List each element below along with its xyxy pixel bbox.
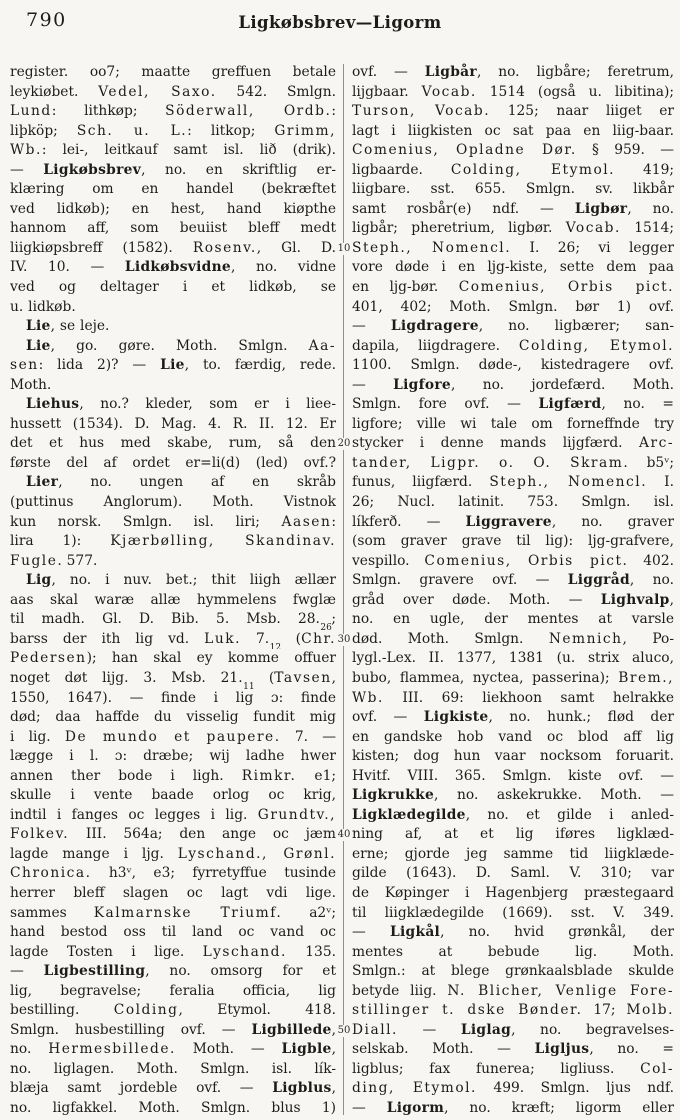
text-line: aas skal waræ allæ hymmelens fwglæ: [10, 591, 336, 608]
text-line: Hvitf. VIII. 365. Smlgn. kiste ovf. —: [352, 767, 674, 784]
text-line: de Køpinger i Hagenbjerg præstegaard: [352, 884, 674, 901]
text-line: Pedersen); han skal ey komme offuer: [10, 650, 336, 667]
text-line: — Ligkøbsbrev, no. en skriftlig er-: [10, 161, 336, 178]
text-line: til liigklædegilde (1669). sst. V. 349.: [352, 904, 674, 921]
text-line: 401, 402; Moth. Smlgn. bør 1) ovf.: [352, 298, 674, 315]
text-line: liigbare. sst. 655. Smlgn. sv. likbår: [352, 181, 674, 198]
text-line: register. oo7; maatte greffuen betale: [10, 64, 336, 80]
text-line: Diall. — Liglag, no. begravelses-: [352, 1021, 674, 1038]
text-line: første del af ordet er=li(d) (led) ovf.?: [10, 454, 336, 471]
text-line: lægge i l. ɔ: dræbe; wij ladhe hwer: [10, 748, 336, 765]
text-line: no. liglagen. Moth. Smlgn. isl. lík-: [10, 1060, 336, 1077]
text-line: funus, liigfærd. Steph., Nomencl. I.: [352, 474, 674, 491]
text-line: ved lidkøb); en hest, hand kiøpthe: [10, 200, 336, 217]
text-line: lagde mange i ljg. Lyschand., Grønl.: [10, 845, 336, 862]
text-line: stycker i denne mands lijgfærd. Arc-: [352, 435, 674, 452]
text-line: Smlgn.: at blege grønkaalsblade skulde: [352, 963, 674, 980]
text-line: ding, Etymol. 499. Smlgn. ljus ndf.: [352, 1080, 674, 1097]
text-line: i lig. De mundo et paupere. 7. —: [10, 728, 336, 745]
text-line: død; daa haffde du visselig fundit mig: [10, 709, 336, 726]
text-line: hand bestod oss til land oc vand oc: [10, 924, 336, 941]
text-line: ligblus; fax funerea; ligliuss. Col-: [352, 1060, 674, 1077]
text-line: Folkev. III. 564a; den ange oc jæm: [10, 826, 336, 843]
text-line: Ligklædegilde, no. et gilde i anled-: [352, 806, 674, 823]
text-line: — Ligbestilling, no. omsorg for et: [10, 963, 336, 980]
text-line: Smlgn. fore ovf. — Ligfærd, no. =: [352, 396, 674, 413]
text-line: Wb.: lei-, leitkauf samt isl. lið (drik).: [10, 142, 336, 159]
text-line: IV. 10. — Lidkøbsvidne, no. vidne: [10, 259, 336, 276]
text-line: noget døt lijg. 3. Msb. $21._{11}$ (Tavsen,: [10, 669, 336, 689]
text-line: ved og deltager i et lidkøb, se: [10, 279, 336, 296]
right-column: [352, 63, 674, 1119]
line-number: 40: [337, 829, 351, 841]
text-line: ligbaarde. Colding, Etymol. 419;: [352, 161, 674, 178]
line-number: 50: [337, 1024, 351, 1036]
text-line: Ligkrukke, no. askekrukke. Moth. —: [352, 787, 674, 804]
page-number: 790: [26, 9, 67, 31]
text-line: liigkiøpsbreff (1582). Rosenv., Gl. D.: [10, 239, 336, 256]
text-line: blæja samt jordeble ovf. — Ligblus,: [10, 1080, 336, 1097]
text-line: — Ligorm, no. kræft; ligorm eller: [352, 1099, 674, 1116]
left-column: [10, 63, 336, 1119]
text-line: no. en ugle, der mentes at varsle: [352, 611, 674, 628]
text-line: sen: lida 2)? — Lie, to. færdig, rede.: [10, 357, 336, 374]
text-line: lig, begravelse; feralia officia, lig: [10, 982, 336, 999]
text-line: kisten; dog hun vaar nocksom foruarit.: [352, 748, 674, 765]
text-line: ning af, at et lig iføres ligklæd-: [352, 826, 674, 843]
text-line: lijgbaar. Vocab. 1514 (også u. libitina);: [352, 83, 674, 100]
text-line: (som graver grave til lig): ljg-grafvere,: [352, 533, 674, 550]
text-line: Lie, go. gøre. Moth. Smlgn. Aa-: [26, 337, 336, 354]
text-line: herrer bleff slagen oc lagt vdi lige.: [10, 884, 336, 901]
text-line: lagde Tosten i lige. Lyschand. 135.: [10, 943, 336, 960]
text-line: hussett (1534). D. Mag. 4. R. II. 12. Er: [10, 415, 336, 432]
text-line: død. Moth. Smlgn. Nemnich, Po-: [352, 630, 674, 647]
text-line: ligbår; pheretrium, ligbør. Vocab. 1514;: [352, 220, 674, 237]
text-line: bubo, flammea, nyctea, passerina); Brem.,: [352, 669, 674, 686]
text-line: líkferð. — Liggravere, no. graver: [352, 513, 674, 530]
text-line: Lie, se leje.: [26, 318, 110, 335]
text-line: Turson, Vocab. 125; naar liiget er: [352, 103, 674, 120]
text-line: — Ligdragere, no. ligbærer; san-: [352, 318, 674, 335]
text-line: 1100. Smlgn. døde-, kistedragere ovf.: [352, 357, 674, 374]
line-number: 10: [337, 242, 351, 254]
text-line: Comenius, Opladne Dør. § 959. —: [352, 142, 674, 159]
text-line: mentes at bebude lig. Moth.: [352, 943, 674, 960]
column-divider-rule: [343, 64, 344, 1115]
text-line: Wb. III. 69: liekhoon samt helrakke: [352, 689, 674, 706]
text-line: samt rosbår(e) ndf. — Ligbør, no.: [352, 200, 674, 217]
text-line: stillinger t. dske Bønder. 17; Molb.: [352, 1002, 674, 1019]
text-line: Steph., Nomencl. I. 26; vi legger: [352, 239, 674, 256]
text-line: bestilling. Colding, Etymol. 418.: [10, 1002, 336, 1019]
text-line: 1550, 1647). — finde i lig ɔ: finde: [10, 689, 336, 706]
text-line: Smlgn. husbestilling ovf. — Ligbillede,: [10, 1021, 336, 1038]
text-line: vespillo. Comenius, Orbis pict. 402.: [352, 552, 674, 569]
text-line: ligfore; ville wi tale om forneffnde try: [352, 415, 674, 432]
text-line: gilde (1643). D. Saml. V. 310; var: [352, 865, 674, 882]
text-line: lira 1): Kjærbølling, Skandinav.: [10, 533, 336, 550]
text-line: dapila, liigdragere. Colding, Etymol.: [352, 337, 674, 354]
text-line: indtil i fanges oc legges i lig. Grundtv.,: [10, 806, 336, 823]
text-line: — Ligfore, no. jordefærd. Moth.: [352, 376, 674, 393]
text-line: erne; gjorde jeg samme tid liigklæde-: [352, 845, 674, 862]
text-line: (puttinus Anglorum). Moth. Vistnok: [10, 494, 336, 511]
text-line: no. ligfakkel. Moth. Smlgn. blus 1): [10, 1099, 336, 1116]
text-line: kun norsk. Smlgn. isl. liri; Aasen:: [10, 513, 336, 530]
text-line: liþköp; Sch. u. L.: litkop; Grimm,: [10, 122, 336, 139]
text-line: selskab. Moth. — Ligljus, no. =: [352, 1041, 674, 1058]
text-line: sammes Kalmarnske Triumf. a2ᵛ;: [10, 904, 336, 921]
text-line: Smlgn. gravere ovf. — Liggråd, no.: [352, 572, 674, 589]
text-line: klæring om en handel (bekræftet: [10, 181, 336, 198]
text-line: 26; Nucl. latinit. 753. Smlgn. isl.: [352, 494, 674, 511]
text-line: ovf. — Ligbår, no. ligbåre; feretrum,: [352, 64, 674, 80]
text-line: — Ligkål, no. hvid grønkål, der: [352, 924, 674, 941]
text-line: en gandske hob vand oc blod aff lig: [352, 728, 674, 745]
text-line: Chronica. h3ᵛ, e3; fyrretyffue tusinde: [10, 865, 336, 882]
text-line: Lund: lithkøp; Söderwall, Ordb.:: [10, 103, 336, 120]
text-line: u. lidkøb.: [10, 298, 76, 315]
text-line: en ljg-bør. Comenius, Orbis pict.: [352, 279, 674, 296]
text-line: Lier, no. ungen af en skråb: [26, 474, 336, 491]
text-line: gråd over døde. Moth. — Lighvalp,: [352, 591, 674, 608]
text-line: no. Hermesbillede. Moth. — Ligble,: [10, 1041, 336, 1058]
text-line: barss der ith lig vd. Luk. $7._{12}$ (Chr.: [10, 630, 336, 650]
text-columns-region: [10, 63, 674, 1119]
text-line: Fugle. 577.: [10, 552, 98, 569]
text-line: til madh. Gl. D. Bib. 5. Msb. $28._{26}$;: [10, 611, 336, 630]
line-number: 20: [337, 438, 351, 450]
text-line: lygl.-Lex. II. 1377, 1381 (u. strix aluco,: [352, 650, 674, 667]
text-line: tander, Ligpr. o. O. Skram. b5ᵛ;: [352, 454, 674, 471]
text-line: Liehus, no.? kleder, som er i liee-: [26, 396, 336, 413]
text-line: Lig, no. i nuv. bet.; thit liigh ællær: [26, 572, 336, 589]
text-line: leykiøbet. Vedel, Saxo. 542. Smlgn.: [10, 83, 336, 100]
text-line: skulle i vente baade orlog oc krig,: [10, 787, 336, 804]
text-line: betyde liig. N. Blicher, Venlige Fore-: [352, 982, 674, 999]
column-gutter: [336, 63, 352, 1119]
page-header-title: Ligkøbsbrev—Ligorm: [238, 13, 442, 32]
text-line: hannom aff, som beuiist bleff medt: [10, 220, 336, 237]
text-line: lagt i liigkisten oc sat paa en liig-baar.: [352, 122, 674, 139]
text-line: ovf. — Ligkiste, no. hunk.; flød der: [352, 709, 674, 726]
text-line: vore døde i en ljg-kiste, sette dem paa: [352, 259, 674, 276]
text-line: Moth.: [10, 376, 52, 393]
text-line: det et hus med skabe, rum, så den: [10, 435, 336, 452]
line-number: 30: [337, 633, 351, 645]
text-line: annen ther bode i ligh. Rimkr. e1;: [10, 767, 336, 784]
